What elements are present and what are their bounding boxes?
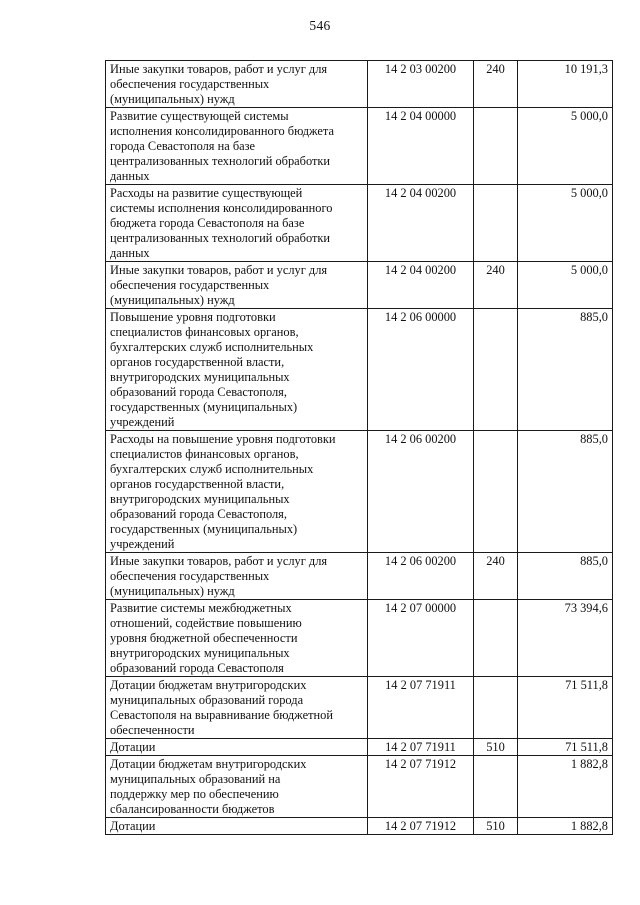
expense-name-cell xyxy=(106,61,368,108)
expense-type-cell: 240 xyxy=(474,262,518,309)
expense-name-cell xyxy=(106,553,368,600)
expense-name-line: (муниципальных) нужд xyxy=(110,584,235,598)
amount-cell: 71 511,8 xyxy=(518,739,613,756)
expense-type-cell xyxy=(474,431,518,553)
expense-name-line: Иные закупки товаров, работ и услуг для xyxy=(110,554,328,568)
expense-name-cell xyxy=(106,677,368,739)
expense-name-line: специалистов финансовых органов, xyxy=(110,325,299,339)
expense-name-line: Расходы на развитие существующей xyxy=(110,186,303,200)
expense-name-line: внутригородских муниципальных xyxy=(110,646,290,660)
expense-name-line: сбалансированности бюджетов xyxy=(110,802,275,816)
expense-type-cell xyxy=(474,756,518,818)
amount-cell: 885,0 xyxy=(518,431,613,553)
amount-cell: 1 882,8 xyxy=(518,818,613,835)
expense-name-line: обеспеченности xyxy=(110,723,195,737)
expense-type-cell: 510 xyxy=(474,818,518,835)
expense-type-cell: 510 xyxy=(474,739,518,756)
expense-name-line: Иные закупки товаров, работ и услуг для xyxy=(110,263,328,277)
expense-name-line: внутригородских муниципальных xyxy=(110,370,290,384)
expense-name-line: обеспечения государственных xyxy=(110,77,270,91)
budget-table-body xyxy=(106,61,613,835)
expense-type-cell xyxy=(474,600,518,677)
expense-name-line: Дотации xyxy=(110,740,156,754)
target-code-cell: 14 2 07 00000 xyxy=(368,600,474,677)
amount-cell: 885,0 xyxy=(518,309,613,431)
expense-name-line: (муниципальных) нужд xyxy=(110,293,235,307)
expense-name-line: Севастополя на выравнивание бюджетной xyxy=(110,708,333,722)
expense-name-line: города Севастополя на базе xyxy=(110,139,256,153)
target-code-cell: 14 2 04 00200 xyxy=(368,262,474,309)
expense-name-line: учреждений xyxy=(110,537,175,551)
expense-name-line: обеспечения государственных xyxy=(110,278,270,292)
target-code-cell: 14 2 07 71912 xyxy=(368,818,474,835)
target-code-cell: 14 2 03 00200 xyxy=(368,61,474,108)
expense-name-cell xyxy=(106,108,368,185)
table-row xyxy=(106,600,613,677)
table-row xyxy=(106,756,613,818)
amount-cell: 71 511,8 xyxy=(518,677,613,739)
expense-name-line: образований города Севастополя xyxy=(110,661,284,675)
amount-cell: 73 394,6 xyxy=(518,600,613,677)
target-code-cell: 14 2 04 00200 xyxy=(368,185,474,262)
table-row xyxy=(106,185,613,262)
expense-name-line: бухгалтерских служб исполнительных xyxy=(110,462,314,476)
target-code-cell: 14 2 06 00200 xyxy=(368,431,474,553)
expense-name-line: отношений, содействие повышению xyxy=(110,616,302,630)
table-row xyxy=(106,108,613,185)
expense-name-line: уровня бюджетной обеспеченности xyxy=(110,631,298,645)
expense-name-line: Дотации xyxy=(110,819,156,833)
expense-name-line: данных xyxy=(110,169,150,183)
target-code-cell: 14 2 07 71911 xyxy=(368,739,474,756)
expense-name-line: образований города Севастополя, xyxy=(110,507,287,521)
expense-name-cell xyxy=(106,262,368,309)
expense-name-line: государственных (муниципальных) xyxy=(110,400,298,414)
target-code-cell: 14 2 06 00000 xyxy=(368,309,474,431)
expense-type-cell xyxy=(474,185,518,262)
expense-name-cell xyxy=(106,756,368,818)
expense-name-line: Дотации бюджетам внутригородских xyxy=(110,757,307,771)
amount-cell: 5 000,0 xyxy=(518,185,613,262)
expense-name-line: образований города Севастополя, xyxy=(110,385,287,399)
target-code-cell: 14 2 07 71912 xyxy=(368,756,474,818)
expense-type-cell xyxy=(474,108,518,185)
expense-name-line: системы исполнения консолидированного xyxy=(110,201,333,215)
expense-name-line: внутригородских муниципальных xyxy=(110,492,290,506)
amount-cell: 885,0 xyxy=(518,553,613,600)
expense-name-cell xyxy=(106,600,368,677)
target-code-cell: 14 2 04 00000 xyxy=(368,108,474,185)
target-code-cell: 14 2 06 00200 xyxy=(368,553,474,600)
expense-name-line: Развитие системы межбюджетных xyxy=(110,601,292,615)
table-row xyxy=(106,309,613,431)
table-row xyxy=(106,739,613,756)
expense-name-line: Дотации бюджетам внутригородских xyxy=(110,678,307,692)
expense-name-line: поддержку мер по обеспечению xyxy=(110,787,279,801)
expense-name-cell xyxy=(106,739,368,756)
table-row xyxy=(106,553,613,600)
expense-type-cell xyxy=(474,309,518,431)
expense-name-line: централизованных технологий обработки xyxy=(110,231,331,245)
expense-name-line: специалистов финансовых органов, xyxy=(110,447,299,461)
budget-table xyxy=(105,60,613,835)
expense-name-line: органов государственной власти, xyxy=(110,355,285,369)
expense-type-cell xyxy=(474,677,518,739)
expense-type-cell: 240 xyxy=(474,553,518,600)
expense-name-line: бюджета города Севастополя на базе xyxy=(110,216,305,230)
expense-name-cell xyxy=(106,185,368,262)
amount-cell: 5 000,0 xyxy=(518,108,613,185)
expense-name-cell xyxy=(106,309,368,431)
amount-cell: 10 191,3 xyxy=(518,61,613,108)
expense-name-line: органов государственной власти, xyxy=(110,477,285,491)
amount-cell: 1 882,8 xyxy=(518,756,613,818)
page-number: 546 xyxy=(309,18,331,33)
table-row xyxy=(106,262,613,309)
expense-name-line: Развитие существующей системы xyxy=(110,109,289,123)
table-row xyxy=(106,431,613,553)
amount-cell: 5 000,0 xyxy=(518,262,613,309)
target-code-cell: 14 2 07 71911 xyxy=(368,677,474,739)
expense-name-line: данных xyxy=(110,246,150,260)
expense-name-cell xyxy=(106,431,368,553)
expense-name-line: обеспечения государственных xyxy=(110,569,270,583)
expense-name-line: муниципальных образований на xyxy=(110,772,281,786)
expense-name-line: централизованных технологий обработки xyxy=(110,154,331,168)
expense-name-line: Повышение уровня подготовки xyxy=(110,310,276,324)
expense-name-line: (муниципальных) нужд xyxy=(110,92,235,106)
table-row xyxy=(106,818,613,835)
expense-name-line: учреждений xyxy=(110,415,175,429)
expense-name-line: государственных (муниципальных) xyxy=(110,522,298,536)
table-row xyxy=(106,677,613,739)
expense-name-line: бухгалтерских служб исполнительных xyxy=(110,340,314,354)
expense-name-line: исполнения консолидированного бюджета xyxy=(110,124,334,138)
expense-name-line: Расходы на повышение уровня подготовки xyxy=(110,432,336,446)
expense-type-cell: 240 xyxy=(474,61,518,108)
expense-name-line: Иные закупки товаров, работ и услуг для xyxy=(110,62,328,76)
expense-name-line: муниципальных образований города xyxy=(110,693,304,707)
expense-name-cell xyxy=(106,818,368,835)
table-row xyxy=(106,61,613,108)
